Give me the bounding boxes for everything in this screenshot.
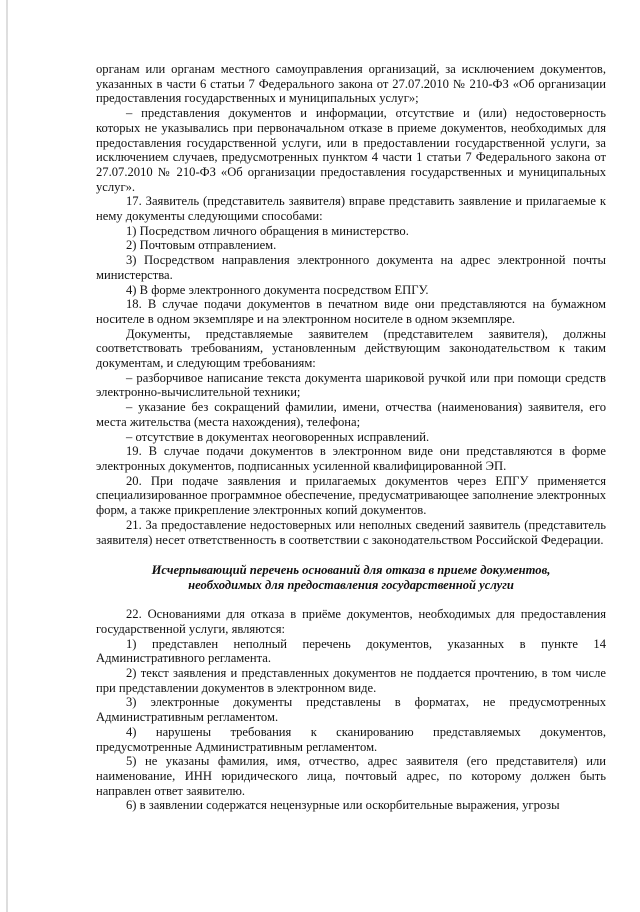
paragraph-17: 17. Заявитель (представитель заявителя) вправе представить заявление и прилагаемые к нему документы следующими способами: xyxy=(96,194,606,224)
heading-line-1: Исчерпывающий перечень оснований для отказа в приеме документов, xyxy=(151,563,551,578)
list-item: 3) Посредством направления электронного документа на адрес электронной почты министерства. xyxy=(96,253,606,282)
heading-line-2: необходимых для предоставления государственной услуги xyxy=(188,578,514,593)
section-heading xyxy=(96,563,606,593)
list-item: – разборчивое написание текста документа шариковой ручкой или при помощи средств электронно-вычислительной техники; xyxy=(96,370,606,400)
list-item: 5) не указаны фамилия, имя, отчество, адрес заявителя (его представителя) или наименование, ИНН юридического лица, почтовый адрес, по которому должен быть направлен ответ заявителю. xyxy=(96,754,606,798)
list-item: 4) В форме электронного документа посредством ЕПГУ. xyxy=(126,282,429,297)
paragraph: – представления документов и информации, отсутствие и (или) недостоверность которых не указывались при первоначальном отказе в приеме документов, необходимых для предоставления государственной услуги, или в предоставлении государственной услуги, за исключением случаев, предусмотренных пунктом 4 части 1 статьи 7 Федерального закона от 27.07.2010 № 210-ФЗ «Об организации предоставления государственных и муниципальных услуг». xyxy=(96,106,606,194)
list-item: 2) текст заявления и представленных документов не поддается прочтению, в том числе при представлении документов в электронном виде. xyxy=(96,666,606,695)
spacer xyxy=(96,547,606,563)
list-item: 2) Почтовым отправлением. xyxy=(126,238,277,253)
paragraph: Документы, представляемые заявителем (представителем заявителя), должны соответствовать требованиям, установленным действующим законодательством к таким документам, и следующим требованиям: xyxy=(96,326,606,371)
paragraph-continuation: органам или органам местного самоуправления организаций, за исключением документов, указанных в части 6 статьи 7 Федерального закона от 27.07.2010 № 210-ФЗ «Об организации предоставления государственных и муниципальных услуг»; xyxy=(96,62,606,106)
list-item: – отсутствие в документах неоговоренных исправлений. xyxy=(126,429,430,444)
paragraph-21: 21. За предоставление недостоверных или неполных сведений заявитель (представитель заявителя) несет ответственность в соответствии с законодательством Российской Федерации. xyxy=(96,517,606,547)
scan-edge xyxy=(6,0,8,912)
list-item: 1) представлен неполный перечень документов, указанных в пункте 14 Административного регламента. xyxy=(96,636,606,666)
spacer xyxy=(96,593,606,607)
top-section xyxy=(96,62,606,547)
list-item: 3) электронные документы представлены в форматах, не предусмотренных Административным регламентом. xyxy=(96,695,606,725)
list-item: 1) Посредством личного обращения в министерство. xyxy=(126,223,409,238)
paragraph-18: 18. В случае подачи документов в печатном виде они представляются на бумажном носителе в одном экземпляре и на электронном носителе в одном экземпляре. xyxy=(96,297,606,326)
list-item: 4) нарушены требования к сканированию представляемых документов, предусмотренные Административным регламентом. xyxy=(96,724,606,754)
bottom-section xyxy=(96,607,606,813)
list-item: – указание без сокращений фамилии, имени, отчества (наименования) заявителя, его места жительства (места нахождения), телефона; xyxy=(96,400,606,429)
paragraph-20: 20. При подаче заявления и прилагаемых документов через ЕПГУ применяется специализированное программное обеспечение, предусматривающее заполнение электронных форм, а также прикрепление электронных копий документов. xyxy=(96,473,606,518)
list-item: 6) в заявлении содержатся нецензурные или оскорбительные выражения, угрозы xyxy=(126,798,560,813)
paragraph-22: 22. Основаниями для отказа в приёме документов, необходимых для предоставления государственной услуги, являются: xyxy=(96,607,606,636)
paragraph-19: 19. В случае подачи документов в электронном виде они представляются в форме электронных документов, подписанных усиленной квалифицированной ЭП. xyxy=(96,444,606,473)
